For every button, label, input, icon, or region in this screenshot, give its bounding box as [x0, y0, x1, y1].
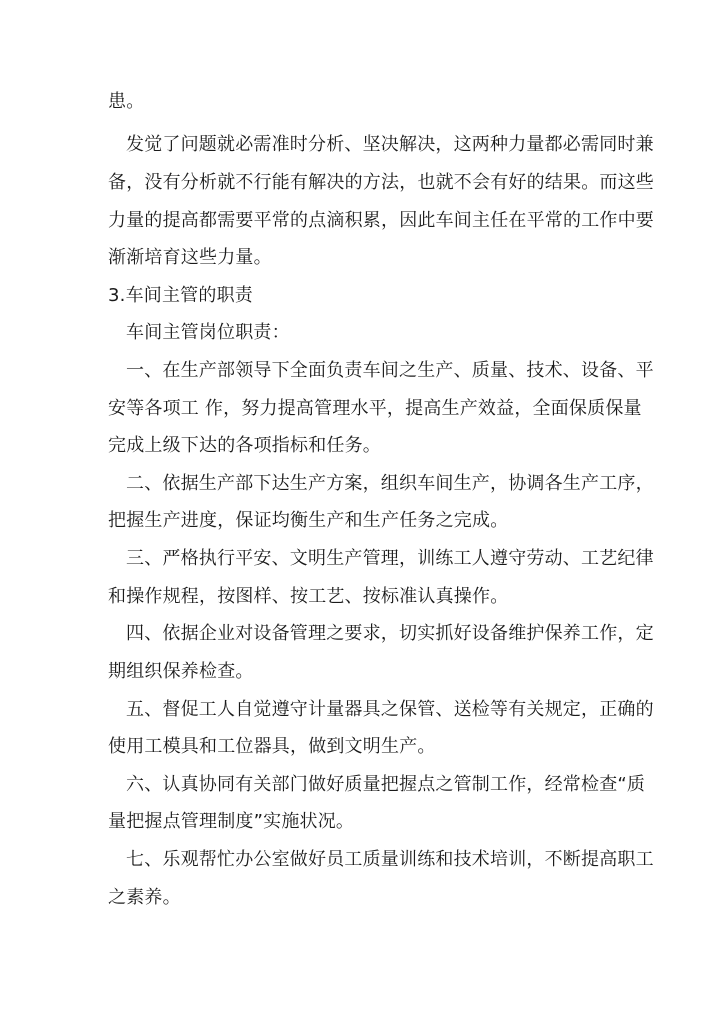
- paragraph-first-line: 一、在生产部领导下全面负责车间之生产、质量、技术、设备、平: [126, 360, 654, 381]
- paragraph-first-line: 五、督促工人自觉遵守计量器具之保管、送检等有关规定，正确的: [126, 699, 654, 720]
- text-line: 期组织保养检查。: [108, 661, 254, 682]
- paragraph-first-line: 二、依据生产部下达生产方案，组织车间生产，协调各生产工序，: [126, 473, 654, 494]
- text-line: 和操作规程，按图样、按工艺、按标准认真操作。: [108, 586, 509, 607]
- subheading: 车间主管岗位职责：: [126, 322, 290, 343]
- paragraph-first-line: 七、乐观帮忙办公室做好员工质量训练和技术培训，不断提高职工: [126, 849, 654, 870]
- text-line: 安等各项工 作，努力提高管理水平，提高生产效益，全面保质保量: [108, 398, 642, 419]
- text-line: 量把握点管理制度”实施状况。: [108, 811, 355, 832]
- text-line: 渐渐培育这些力量。: [108, 247, 272, 268]
- paragraph-first-line: 四、依据企业对设备管理之要求，切实抓好设备维护保养工作，定: [126, 623, 654, 644]
- text-line: 患。: [108, 91, 145, 112]
- text-line: 之素养。: [108, 887, 181, 908]
- text-line: 备，没有分析就不行能有解决的方法，也就不会有好的结果。而这些: [108, 172, 654, 193]
- text-line: 力量的提高都需要平常的点滴积累，因此车间主任在平常的工作中要: [108, 210, 654, 231]
- section-heading: 3.车间主管的职责: [108, 285, 253, 306]
- paragraph-first-line: 发觉了问题就必需准时分析、坚决解决，这两种力量都必需同时兼: [126, 134, 654, 155]
- text-line: 使用工模具和工位器具，做到文明生产。: [108, 736, 436, 757]
- paragraph-first-line: 三、严格执行平安、文明生产管理，训练工人遵守劳动、工艺纪律: [126, 548, 654, 569]
- text-line: 把握生产进度，保证均衡生产和生产任务之完成。: [108, 510, 509, 531]
- paragraph-first-line: 六、认真协同有关部门做好质量把握点之管制工作，经常检查“质: [126, 774, 646, 795]
- text-line: 完成上级下达的各项指标和任务。: [108, 435, 381, 456]
